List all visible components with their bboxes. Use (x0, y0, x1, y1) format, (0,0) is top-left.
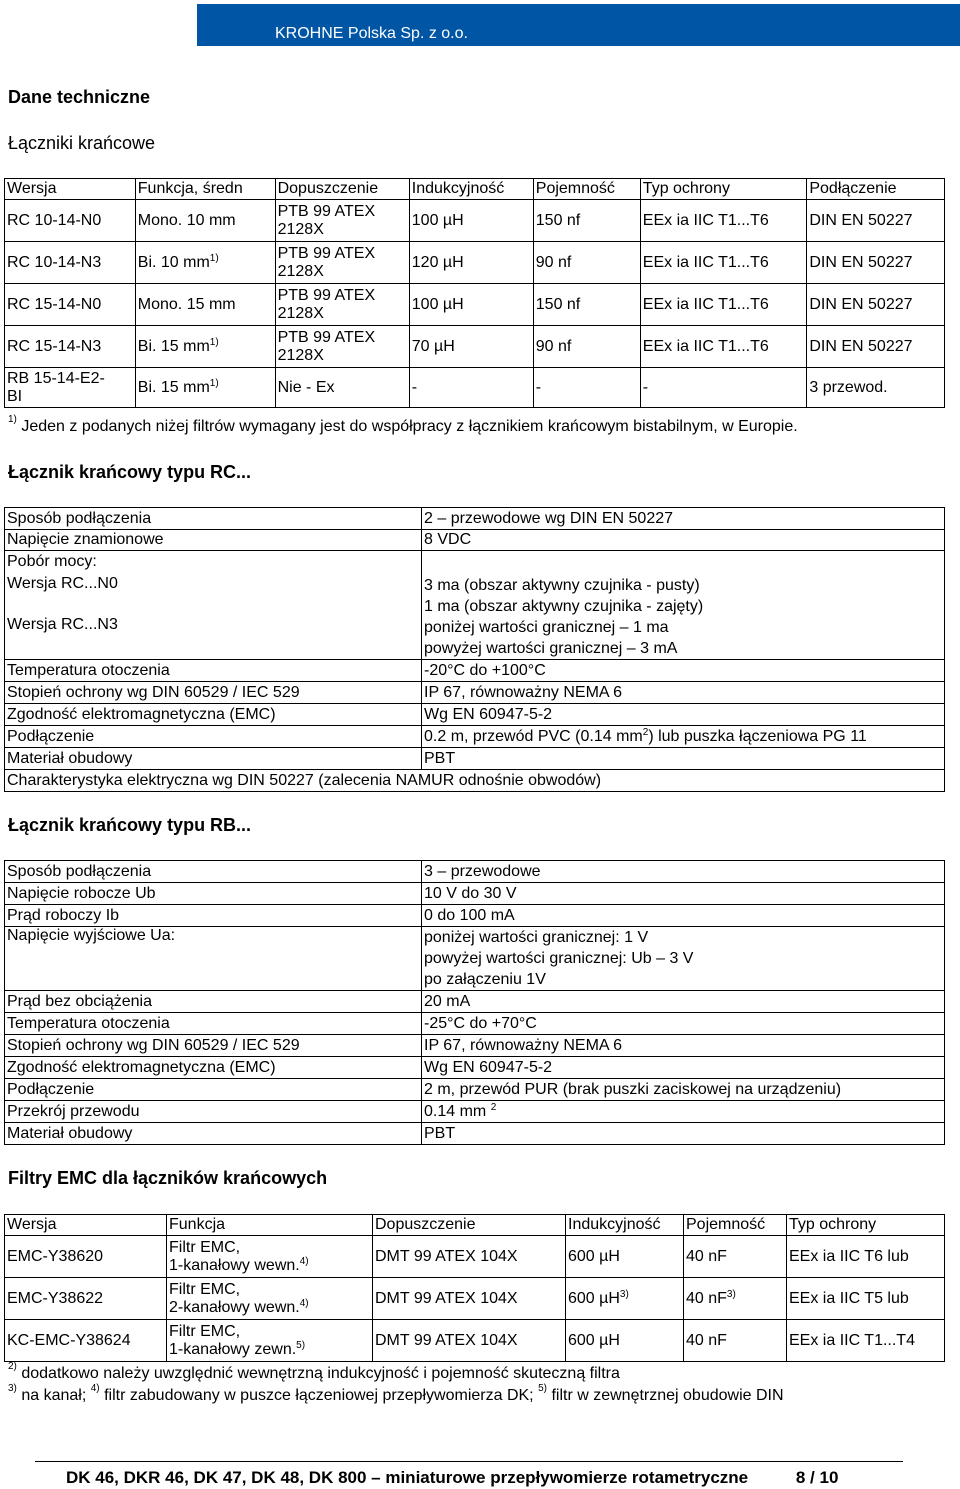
header-cell: Podłączenie (807, 179, 945, 200)
header-cell: Pojemność (533, 179, 640, 200)
value-cell: PBT (422, 748, 945, 770)
footnote-text: Jeden z podanych niżej filtrów wymagany jest do współpracy z łącznikiem krańcowym bistabilnym, w Europie. (21, 418, 798, 435)
cell-dopuszczenie (275, 200, 409, 242)
table-row (5, 883, 945, 905)
cell-funkcja (167, 1320, 373, 1362)
section-title-emc: Filtry EMC dla łączników krańcowych (8, 1168, 328, 1188)
value-cell: Wg EN 60947-5-2 (422, 1057, 945, 1079)
table-row (5, 1236, 945, 1278)
cell-ind: - (409, 368, 533, 408)
cell-pod: 3 przewod. (807, 368, 945, 408)
cell-text: 1-kanałowy wewn. (169, 1256, 300, 1274)
table-row (5, 748, 945, 770)
cell-text: 2-kanałowy wewn. (169, 1298, 300, 1316)
table-row (5, 508, 945, 530)
table-row (5, 326, 945, 368)
table-row (5, 991, 945, 1013)
table-header-row (5, 179, 945, 200)
cell-funkcja (135, 326, 275, 368)
table-row (5, 551, 945, 660)
footnote-marker: 4) (90, 1383, 100, 1394)
header-cell: Funkcja (167, 1215, 373, 1236)
cell-pod: DIN EN 50227 (807, 284, 945, 326)
cell-line: powyżej wartości granicznej: Ub – 3 V (424, 950, 694, 967)
rb-table (4, 860, 945, 1145)
cell-dopuszczenie (275, 284, 409, 326)
cell-typ: EEx ia IIC T6 lub (787, 1236, 945, 1278)
label-cell: Zgodność elektromagnetyczna (EMC) (5, 704, 422, 726)
value-text: 0.14 mm (424, 1102, 487, 1120)
cell-line: Filtr EMC, (169, 1238, 241, 1256)
cell-line: Filtr EMC, (169, 1280, 241, 1298)
rc-table (4, 507, 945, 792)
cell-line: poniżej wartości granicznej: 1 V (424, 929, 649, 946)
cell-wersja (5, 368, 136, 408)
cell-line (169, 1299, 370, 1317)
value-cell (422, 1101, 945, 1123)
header-cell: Typ ochrony (787, 1215, 945, 1236)
footnote-marker: 3) (726, 1288, 736, 1300)
value-cell: -20°C do +100°C (422, 660, 945, 682)
cell-ind (566, 1320, 684, 1362)
value-cell: 2 – przewodowe wg DIN EN 50227 (422, 508, 945, 530)
cell-line: PTB 99 ATEX (277, 286, 376, 304)
cell-text: 40 nF (686, 1289, 727, 1307)
cell-wersja: EMC-Y38622 (5, 1278, 167, 1320)
cell-line: 2128X (277, 346, 324, 364)
value-cell (422, 726, 945, 748)
cell-line: 2128X (277, 304, 324, 322)
value-cell: -25°C do +70°C (422, 1013, 945, 1035)
value-text: ) lub puszka łączeniowa PG 11 (648, 727, 867, 745)
footnote-marker: 1) (8, 414, 17, 425)
cell-funkcja-text: Bi. 15 mm (137, 337, 210, 355)
footnote-marker: 5) (296, 1339, 306, 1351)
cell-dop: DMT 99 ATEX 104X (373, 1278, 566, 1320)
value-cell: Wg EN 60947-5-2 (422, 704, 945, 726)
value-cell: 10 V do 30 V (422, 883, 945, 905)
cell-ind: 100 µH (409, 284, 533, 326)
cell-line: 3 ma (obszar aktywny czujnika - pusty) (424, 577, 700, 594)
label-cell: Stopień ochrony wg DIN 60529 / IEC 529 (5, 682, 422, 704)
table-row (5, 284, 945, 326)
footnote-1 (8, 414, 798, 436)
cell-typ: EEx ia IIC T1...T6 (640, 284, 807, 326)
label-cell: Napięcie wyjściowe Ua: (5, 927, 422, 991)
footnote-3-5 (8, 1383, 784, 1405)
cell-line: Pobór mocy: (7, 553, 97, 570)
table-row (5, 927, 945, 991)
cell-pod: DIN EN 50227 (807, 326, 945, 368)
label-cell: Temperatura otoczenia (5, 1013, 422, 1035)
cell-typ: EEx ia IIC T1...T6 (640, 200, 807, 242)
cell-line: Wersja RC...N0 (7, 575, 118, 592)
cell-funkcja (135, 284, 275, 326)
cell-line: 1 ma (obszar aktywny czujnika - zajęty) (424, 598, 704, 615)
footnote-marker: 4) (299, 1255, 309, 1267)
cell-ind: 120 µH (409, 242, 533, 284)
cell-line: powyżej wartości granicznej – 3 mA (424, 640, 678, 657)
label-cell: Temperatura otoczenia (5, 660, 422, 682)
header-cell: Wersja (5, 1215, 167, 1236)
footnote-text: na kanał; (21, 1387, 87, 1404)
table-row (5, 1123, 945, 1145)
header-cell: Indukcyjność (566, 1215, 684, 1236)
cell-line: RB 15-14-E2- (7, 369, 105, 387)
cell-funkcja (167, 1236, 373, 1278)
cell-poj (684, 1236, 787, 1278)
label-cell: Sposób podłączenia (5, 861, 422, 883)
label-cell (5, 551, 422, 660)
cell-poj: 90 nf (533, 242, 640, 284)
cell-ind: 100 µH (409, 200, 533, 242)
cell-line: 2128X (277, 262, 324, 280)
table-row (5, 726, 945, 748)
cell-typ: EEx ia IIC T1...T6 (640, 326, 807, 368)
table-row (5, 200, 945, 242)
cell-dop: DMT 99 ATEX 104X (373, 1320, 566, 1362)
cell-spacer (7, 634, 419, 654)
table-row (5, 1035, 945, 1057)
cell-funkcja-text: Bi. 15 mm (137, 378, 210, 396)
section-title-limit-switches: Łączniki krańcowe (8, 133, 156, 153)
value-cell: 2 m, przewód PUR (brak puszki zaciskowej na urządzeniu) (422, 1079, 945, 1101)
cell-line: PTB 99 ATEX (277, 244, 376, 262)
label-cell: Napięcie robocze Ub (5, 883, 422, 905)
cell-ind (566, 1236, 684, 1278)
cell-line: Filtr EMC, (169, 1322, 241, 1340)
page-footer (66, 1468, 838, 1488)
cell-poj: 150 nf (533, 200, 640, 242)
footnote-text: dodatkowo należy uwzględnić wewnętrzną indukcyjność i pojemność skuteczną filtra (21, 1365, 620, 1382)
footnote-marker: 1) (209, 252, 219, 264)
value-cell (422, 551, 945, 660)
table-row (5, 242, 945, 284)
cell-poj (684, 1278, 787, 1320)
value-cell: 0 do 100 mA (422, 905, 945, 927)
cell-line (169, 1341, 370, 1359)
label-cell: Materiał obudowy (5, 748, 422, 770)
label-cell: Sposób podłączenia (5, 508, 422, 530)
value-text: 0.2 m, przewód PVC (0.14 mm (424, 727, 643, 745)
label-cell: Prąd bez obciążenia (5, 991, 422, 1013)
header-cell: Pojemność (684, 1215, 787, 1236)
label-cell: Podłączenie (5, 1079, 422, 1101)
footer-text: DK 46, DKR 46, DK 47, DK 48, DK 800 – miniaturowe przepływomierze rotametryczne (66, 1468, 749, 1487)
value-cell: PBT (422, 1123, 945, 1145)
cell-typ: EEx ia IIC T5 lub (787, 1278, 945, 1320)
label-cell: Stopień ochrony wg DIN 60529 / IEC 529 (5, 1035, 422, 1057)
footnote-text: filtr w zewnętrznej obudowie DIN (551, 1387, 784, 1404)
cell-text: 600 µH (568, 1331, 620, 1349)
footnote-marker: 3) (619, 1288, 629, 1300)
superscript: 2 (642, 726, 649, 738)
table-row (5, 770, 945, 792)
emc-table (4, 1214, 945, 1362)
cell-poj: - (533, 368, 640, 408)
page-number: 8 / 10 (795, 1468, 839, 1487)
cell-line: PTB 99 ATEX (277, 202, 376, 220)
label-cell: Napięcie znamionowe (5, 530, 422, 551)
footnote-2 (8, 1361, 620, 1383)
table-header-row (5, 1215, 945, 1236)
cell-ind (566, 1278, 684, 1320)
table-row (5, 368, 945, 408)
cell-typ: - (640, 368, 807, 408)
table-row (5, 861, 945, 883)
header-bar (197, 4, 960, 46)
cell-funkcja (135, 368, 275, 408)
cell-text: 40 nF (686, 1331, 727, 1349)
footnote-marker: 1) (209, 377, 219, 389)
label-cell: Zgodność elektromagnetyczna (EMC) (5, 1057, 422, 1079)
cell-funkcja (135, 242, 275, 284)
value-cell (422, 927, 945, 991)
table-row (5, 1278, 945, 1320)
switches-table (4, 178, 945, 408)
header-cell: Wersja (5, 179, 136, 200)
value-cell: 20 mA (422, 991, 945, 1013)
cell-pod: DIN EN 50227 (807, 242, 945, 284)
cell-dopuszczenie: Nie - Ex (275, 368, 409, 408)
table-row (5, 1057, 945, 1079)
cell-line (169, 1257, 370, 1275)
cell-line: 2128X (277, 220, 324, 238)
footnote-marker: 5) (538, 1383, 547, 1394)
table-row (5, 1079, 945, 1101)
header-cell: Indukcyjność (409, 179, 533, 200)
header-cell: Typ ochrony (640, 179, 807, 200)
section-title-tech-data: Dane techniczne (8, 87, 151, 107)
cell-text: 600 µH (568, 1289, 620, 1307)
cell-dopuszczenie (275, 242, 409, 284)
cell-wersja: EMC-Y38620 (5, 1236, 167, 1278)
cell-funkcja (167, 1278, 373, 1320)
table-row (5, 682, 945, 704)
cell-text: 1-kanałowy zewn. (169, 1340, 297, 1358)
section-title-rc: Łącznik krańcowy typu RC... (8, 462, 252, 482)
table-row (5, 704, 945, 726)
superscript: 2 (490, 1101, 497, 1113)
cell-dopuszczenie (275, 326, 409, 368)
footnote-marker: 4) (299, 1297, 309, 1309)
table-row (5, 905, 945, 927)
table-row (5, 1320, 945, 1362)
cell-dop: DMT 99 ATEX 104X (373, 1236, 566, 1278)
cell-line: PTB 99 ATEX (277, 328, 376, 346)
label-cell: Podłączenie (5, 726, 422, 748)
header-cell: Dopuszczenie (275, 179, 409, 200)
table-row (5, 660, 945, 682)
cell-wersja: RC 15-14-N0 (5, 284, 136, 326)
cell-wersja: KC-EMC-Y38624 (5, 1320, 167, 1362)
value-cell: IP 67, równoważny NEMA 6 (422, 682, 945, 704)
cell-text: 40 nF (686, 1247, 727, 1265)
table-row (5, 1101, 945, 1123)
cell-line: po załączeniu 1V (424, 971, 546, 988)
table-row (5, 1013, 945, 1035)
footer-divider (35, 1461, 903, 1462)
footnote-marker: 2) (8, 1361, 17, 1372)
label-cell: Materiał obudowy (5, 1123, 422, 1145)
cell-funkcja-text: Mono. 15 mm (137, 295, 236, 313)
footnote-marker: 1) (209, 336, 219, 348)
value-cell: 3 – przewodowe (422, 861, 945, 883)
section-title-rb: Łącznik krańcowy typu RB... (8, 815, 252, 835)
footnote-marker: 3) (8, 1383, 17, 1394)
cell-poj: 90 nf (533, 326, 640, 368)
value-cell: 8 VDC (422, 530, 945, 551)
cell-line: Wersja RC...N3 (7, 616, 118, 633)
cell-typ: EEx ia IIC T1...T4 (787, 1320, 945, 1362)
header-cell: Dopuszczenie (373, 1215, 566, 1236)
cell-ind: 70 µH (409, 326, 533, 368)
footnote-text: filtr zabudowany w puszce łączeniowej przepływomierza DK; (104, 1387, 534, 1404)
label-cell: Prąd roboczy Ib (5, 905, 422, 927)
cell-line: poniżej wartości granicznej – 1 ma (424, 619, 669, 636)
header-cell: Funkcja, średn (135, 179, 275, 200)
cell-line: BI (7, 387, 23, 405)
value-cell: IP 67, równoważny NEMA 6 (422, 1035, 945, 1057)
cell-wersja: RC 10-14-N3 (5, 242, 136, 284)
cell-funkcja-text: Bi. 10 mm (137, 253, 210, 271)
cell-pod: DIN EN 50227 (807, 200, 945, 242)
cell-poj: 150 nf (533, 284, 640, 326)
cell-wersja: RC 10-14-N0 (5, 200, 136, 242)
cell-typ: EEx ia IIC T1...T6 (640, 242, 807, 284)
cell-poj (684, 1320, 787, 1362)
company-name: KROHNE Polska Sp. z o.o. (275, 25, 468, 42)
label-cell: Przekrój przewodu (5, 1101, 422, 1123)
table-row (5, 530, 945, 551)
cell-text: 600 µH (568, 1247, 620, 1265)
cell-funkcja (135, 200, 275, 242)
characteristics-cell: Charakterystyka elektryczna wg DIN 50227 (zalecenia NAMUR odnośnie obwodów) (5, 770, 945, 792)
cell-wersja: RC 15-14-N3 (5, 326, 136, 368)
cell-funkcja-text: Mono. 10 mm (137, 211, 236, 229)
